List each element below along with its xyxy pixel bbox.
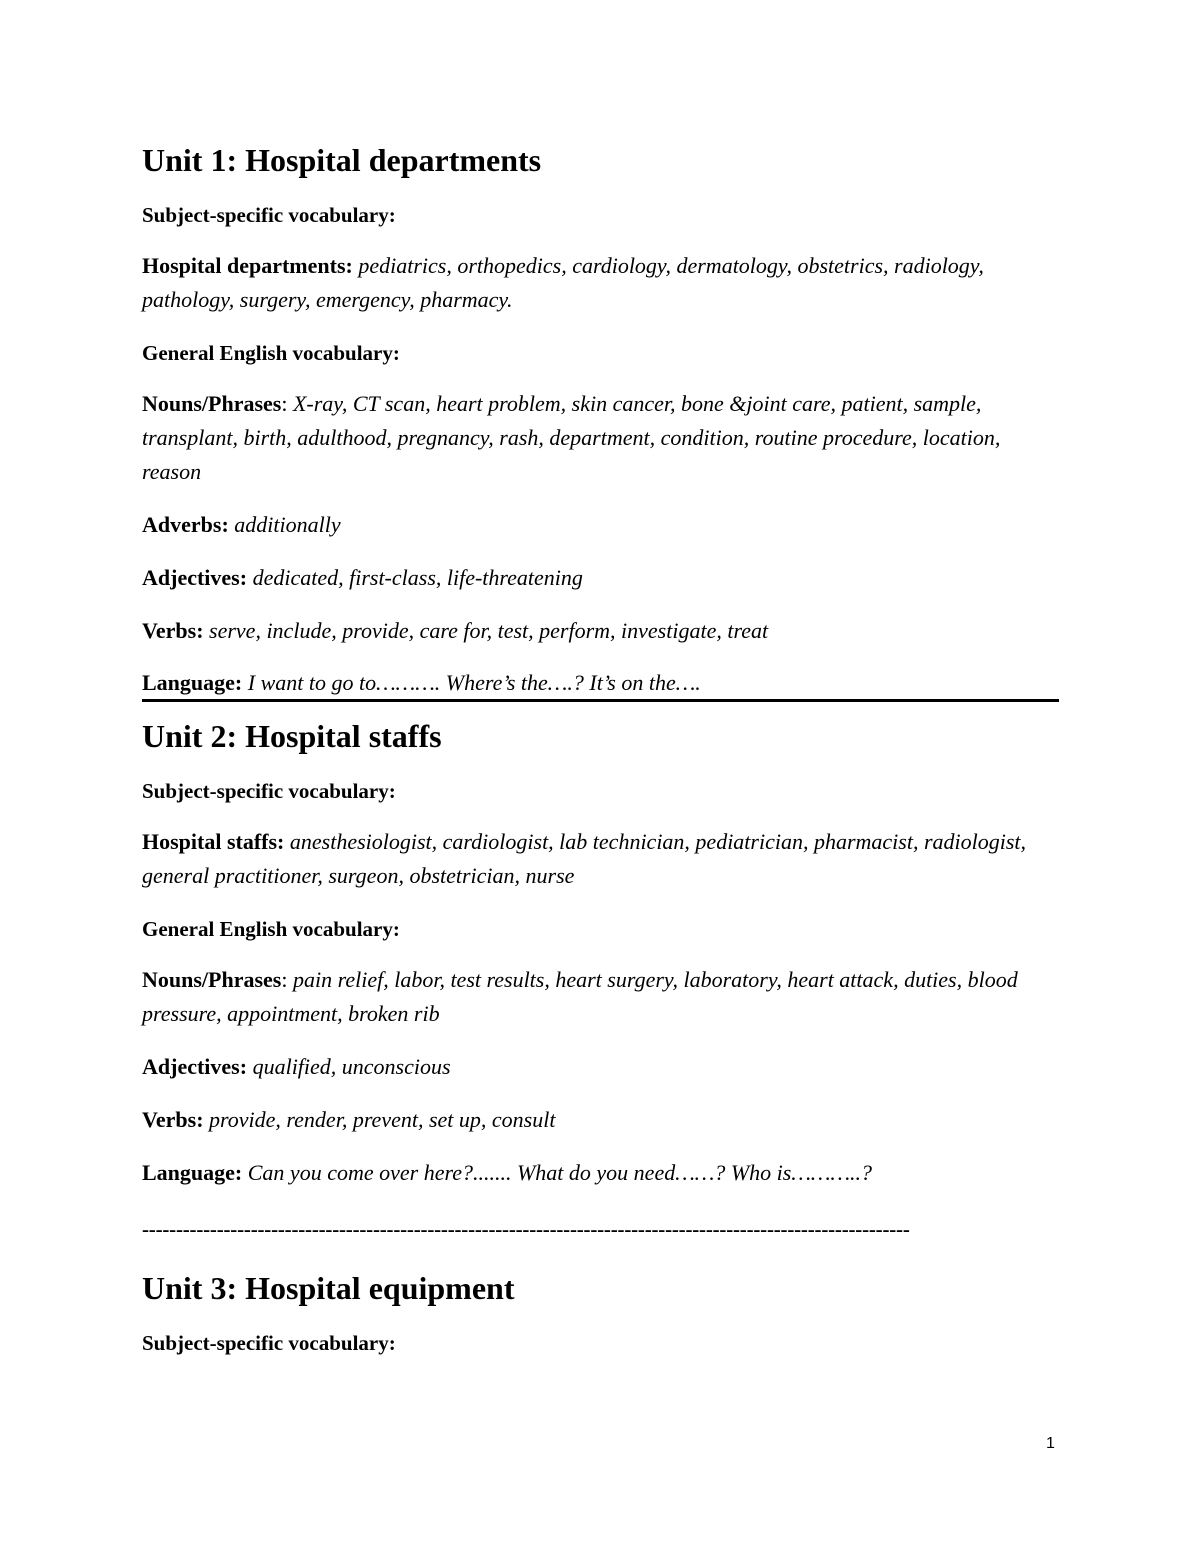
unit-1-general-heading: General English vocabulary: [142,341,400,365]
unit-1-adjectives-term: Adjectives: [142,565,248,590]
unit-1-nouns-term: Nouns/Phrases [142,391,282,416]
unit-1-title: Unit 1: Hospital departments [142,142,542,178]
unit-1-adjectives-words: dedicated, first-class, life-threatening [252,565,583,590]
unit-1-verbs [142,614,1059,648]
unit-1-verbs-term: Verbs: [142,618,204,643]
unit-2-subject-term: Hospital staffs: [142,829,285,854]
unit-1 [142,140,1059,702]
unit-2-adjectives-words: qualified, unconscious [252,1054,451,1079]
unit-1-subject-vocab [142,249,1059,317]
unit-3-subject-heading: Subject-specific vocabulary: [142,1331,396,1355]
unit-2-subject-heading: Subject-specific vocabulary: [142,779,396,803]
unit-3 [142,1268,1059,1360]
unit-2-nouns [142,963,1059,1031]
unit-2-subject-vocab [142,825,1059,893]
page-number: 1 [1046,1435,1055,1452]
unit-1-language-words: I want to go to………. Where’s the….? It’s on the…. [247,670,701,695]
unit-2-verbs-term: Verbs: [142,1107,204,1132]
unit-1-adverbs-words: additionally [234,512,341,537]
unit-1-adjectives [142,561,1059,595]
unit-2 [142,716,1059,1190]
unit-2-title: Unit 2: Hospital staffs [142,718,442,754]
section-separator: ----------------------------------------------------------------------------------------------------------------- [142,1217,910,1241]
unit-1-adverbs [142,508,1059,542]
unit-2-general-heading: General English vocabulary: [142,917,400,941]
unit-2-verbs [142,1103,1059,1137]
unit-2-nouns-term: Nouns/Phrases [142,967,282,992]
unit-1-nouns-sep: : [281,391,288,416]
unit-2-subject-words: anesthesiologist, cardiologist, lab technician, pediatrician, pharmacist, radiologist, general practitioner, surgeon, obstetrician, nurse [142,829,1027,888]
unit-1-subject-heading: Subject-specific vocabulary: [142,203,396,227]
unit-3-title: Unit 3: Hospital equipment [142,1270,515,1306]
unit-2-adjectives [142,1050,1059,1084]
unit-2-language [142,1156,1059,1190]
unit-1-subject-term: Hospital departments: [142,253,353,278]
unit-1-language [142,667,1059,702]
unit-2-language-words: Can you come over here?....... What do you need……? Who is………..? [247,1160,873,1185]
document-page [142,140,1059,1377]
unit-1-nouns-words: X-ray, CT scan, heart problem, skin cancer, bone &joint care, patient, sample, transplant, birth, adulthood, pregnancy, rash, department, condition, routine procedure, location, reason [142,391,1001,484]
unit-2-verbs-words: provide, render, prevent, set up, consult [209,1107,556,1132]
unit-2-language-term: Language: [142,1160,243,1185]
unit-1-nouns [142,387,1059,489]
unit-2-adjectives-term: Adjectives: [142,1054,248,1079]
unit-2-nouns-words: pain relief, labor, test results, heart surgery, laboratory, heart attack, duties, blood pressure, appointment, broken rib [142,967,1018,1026]
unit-2-nouns-sep: : [281,967,288,992]
unit-1-verbs-words: serve, include, provide, care for, test, perform, investigate, treat [209,618,769,643]
unit-1-language-term: Language: [142,670,243,695]
unit-1-subject-words: pediatrics, orthopedics, cardiology, dermatology, obstetrics, radiology, pathology, surgery, emergency, pharmacy. [142,253,984,312]
unit-1-adverbs-term: Adverbs: [142,512,229,537]
